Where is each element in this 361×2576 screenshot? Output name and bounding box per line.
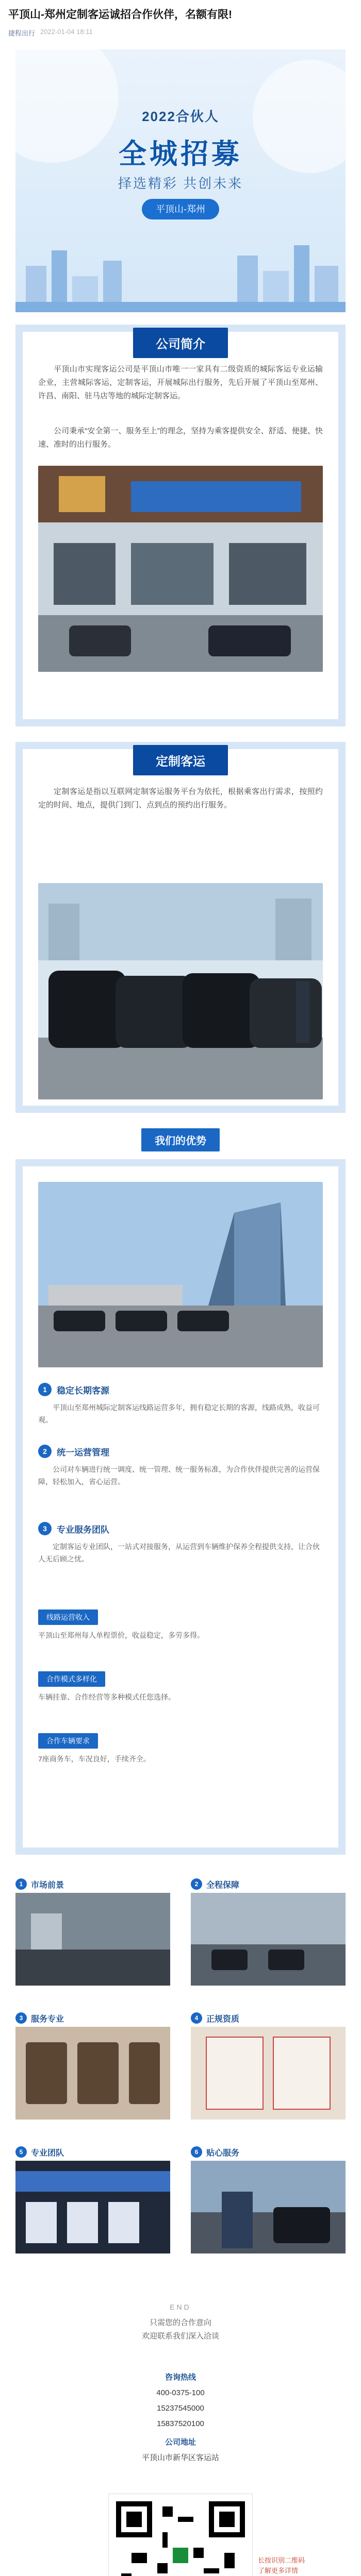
address-label: 公司地址: [165, 2438, 196, 2447]
hero-banner: [15, 49, 346, 312]
advantage-number: 1: [38, 1383, 52, 1396]
intro-paragraph-2: 公司秉承“安全第一、服务至上”的理念，坚持为乘客提供安全、舒适、便捷、快速、准时的出行服务。: [38, 427, 323, 449]
grid-number: 3: [15, 2012, 27, 2024]
publish-date: 2022-01-04 18:11: [40, 28, 93, 36]
advantage-text: 平顶山至郑州城际定制客运线路运营多年，拥有稳定长期的客源，线路成熟，收益可观。: [38, 1403, 320, 1424]
fleet-vans-photo: [38, 883, 323, 1099]
office-storefront-photo: [38, 466, 323, 672]
grid-number: 2: [191, 1878, 202, 1890]
grid-label: 市场前景: [31, 1880, 64, 1890]
company-intro-card: [15, 325, 346, 726]
custom-transport-card: [15, 742, 346, 1113]
end-line-1: 只需您的合作意向: [149, 2318, 211, 2327]
hero-subtitle: 择选精彩 共创未来: [118, 176, 243, 191]
advantages-card: [15, 1159, 346, 1855]
custom-heading: 定制客运: [133, 745, 228, 775]
advantages-heading-row: [15, 1128, 346, 1147]
advantage-item: [38, 1522, 323, 1565]
advantages-heading: 我们的优势: [141, 1128, 220, 1151]
phone-number[interactable]: 15237545000: [157, 2404, 204, 2413]
phone-number[interactable]: 400-0375-100: [156, 2388, 205, 2397]
benefit-text: 7座商务车，车况良好，手续齐全。: [38, 1755, 151, 1763]
hero-year-tag: 2022合伙人: [142, 109, 219, 124]
advantage-title: 专业服务团队: [57, 1524, 109, 1535]
phone-number[interactable]: 15837520100: [157, 2419, 204, 2428]
phone-label: 咨询热线: [165, 2373, 196, 2382]
grid-label: 专业团队: [31, 2148, 64, 2158]
grid-number: 4: [191, 2012, 202, 2024]
article-title: 平顶山-郑州定制客运诚招合作伙伴，名额有限!: [8, 9, 232, 21]
advantage-text: 定制客运专业团队，一站式对接服务，从运营到车辆维护保养全程提供支持，让合伙人无后顾之忧。: [38, 1543, 320, 1563]
intro-heading: 公司简介: [133, 328, 228, 358]
station-building-photo: [38, 1182, 323, 1367]
end-mark: END: [170, 2303, 191, 2311]
grid-label: 服务专业: [31, 2014, 64, 2024]
benefit-chip-row: [38, 1609, 323, 1641]
advantage-title: 统一运营管理: [57, 1447, 109, 1458]
advantage-number: 3: [38, 1522, 52, 1535]
end-line-2: 欢迎联系我们深入洽谈: [141, 2332, 219, 2341]
benefit-text: 车辆挂靠、合作经营等多种模式任您选择。: [38, 1693, 175, 1701]
benefit-chip: 合作模式多样化: [38, 1671, 105, 1687]
author-link[interactable]: 捷程出行: [8, 29, 36, 37]
article-header: [0, 0, 361, 49]
advantage-text: 公司对车辆进行统一调度、统一管理、统一服务标准，为合作伙伴提供完善的运营保障，轻松加入，省心运营。: [38, 1465, 320, 1486]
grid-label: 全程保障: [206, 1880, 240, 1890]
advantage-item: [38, 1383, 323, 1426]
intro-paragraph-1: 平顶山市实现客运公司是平顶山市唯一一家具有二级资质的城际客运专业运输企业，主营城际客运，定制客运，开展城际出行服务，先后开展了平顶山至郑州、许昌、南阳、驻马店等地的城际定制客运。: [38, 365, 323, 400]
city-skyline-illustration: [15, 235, 346, 312]
benefit-chip-row: [38, 1733, 323, 1765]
grid-number: 6: [191, 2146, 202, 2158]
advantage-number: 2: [38, 1445, 52, 1458]
article-meta: [8, 28, 353, 38]
benefit-chip-row: [38, 1671, 323, 1703]
hero-route-pill: 平顶山-郑州: [142, 199, 219, 219]
advantage-title: 稳定长期客源: [57, 1385, 109, 1396]
advantage-item: [38, 1445, 323, 1488]
grid-label: 贴心服务: [206, 2148, 240, 2158]
custom-paragraph: 定制客运是指以互联网定制客运服务平台为依托，根据乘客出行需求，按照约定的时间、地点，提供门到门、点到点的预约出行服务。: [38, 787, 323, 809]
benefit-chip: 合作车辆要求: [38, 1733, 98, 1749]
grid-number: 1: [15, 1878, 27, 1890]
qr-hint: 长按识别二维码 了解更多详情: [258, 2556, 305, 2574]
benefit-text: 平顶山至郑州每人单程票价，收益稳定，多劳多得。: [38, 1631, 204, 1639]
grid-number: 5: [15, 2146, 27, 2158]
benefit-chip: 线路运营收入: [38, 1609, 98, 1625]
address-text: 平顶山市新华区客运站: [141, 2453, 219, 2462]
hero-headline: 全城招募: [119, 139, 242, 170]
grid-label: 正规资质: [206, 2014, 240, 2024]
